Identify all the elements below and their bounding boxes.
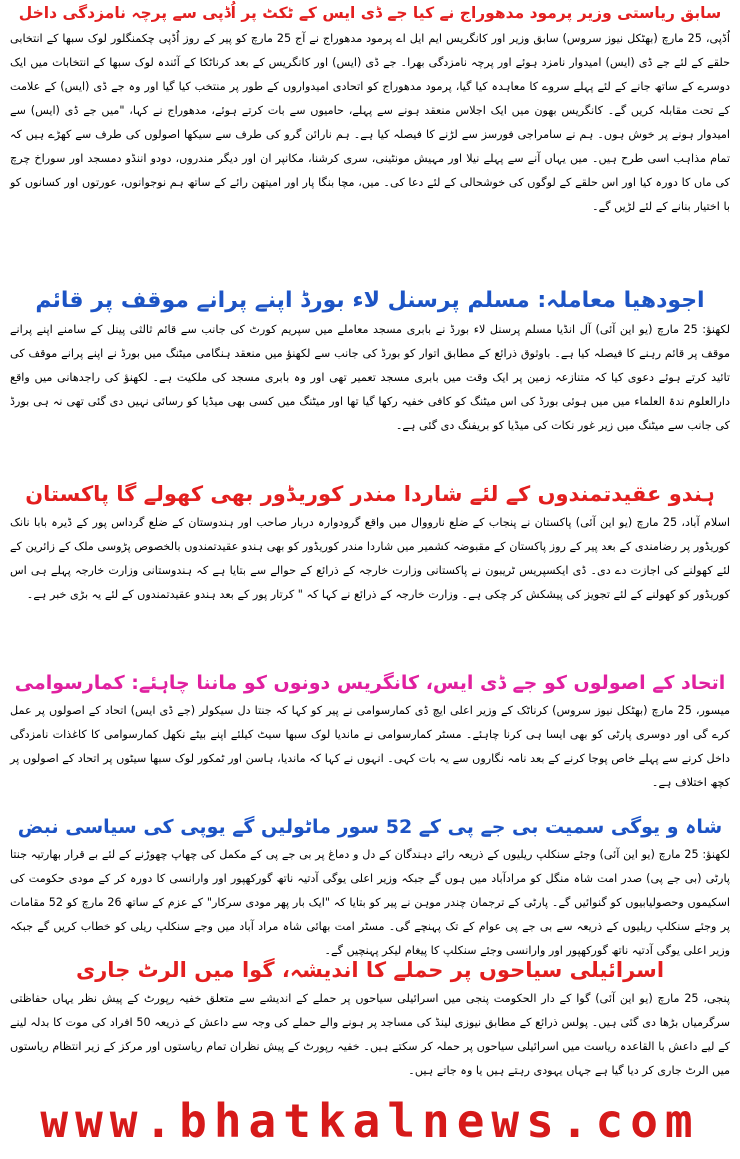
story-udupi-nomination: [10, 4, 730, 219]
story-headline: سابق ریاستی وزیر پرمود مدھوراج نے کیا جے ڈی ایس کے ٹکٹ پر اُڈپی سے پرچہ نامزدگی داخل: [18, 4, 722, 22]
story-body: لکھنؤ: 25 مارچ (یو این آئی) وجئے سنکلپ ریلیوں کے ذریعہ رائے دہندگان کے دل و دماغ پر بی جے پی کے مکمل کی چھاپ چھوڑنے کے لئے بے قرار بھارتیہ جنتا پارٹی (بی جے پی) صدر امت شاہ منگل کو مرادآباد میں ہوں گے جبکہ وزیر اعلی یوگی آدتیہ ناتھ گورکھپور اور وارانسی کا دورہ کر کے مودی حکومت کی اسکیموں وحصولیابیوں کو گنوائیں گے۔ پارٹی کے ترجمان چندر موہن نے پیر کو بتایا کہ "ایک بار پھر مودی سرکار" کے عزم کے ساتھ 26 مارچ کو 52 مقامات پر وجئے سنکلپ ریلیوں کے ذریعہ سے بی جے پی عوام کے تک پہنچے گی۔ مسٹر امت بھائی شاہ مراد آباد میں وجے سنکلپ ریلی کو خطاب کریں گے جبکہ وزیر اعلی یوگی آدتیہ ناتھ گورکھپور اور وارانسی وجئے سنکلپ کا پیغام لیکر پہنچیں گے۔: [10, 847, 730, 957]
story-body: لکھنؤ: 25 مارچ (یو این آئی) آل انڈیا مسلم پرسنل لاء بورڈ نے بابری مسجد معاملے میں سپریم کورٹ کی جانب سے قائم ثالثی پینل کے سامنے اپنے پرانے موقف پر قائم رہنے کا فیصلہ کیا ہے۔ باوثوق ذرائع کے مطابق اتوار کو بورڈ کی جانب سے لکھنؤ میں منعقد ہنگامی میٹنگ میں بورڈ نے اپنے پرانے موقف کی تائید کرتے ہوئے دعوی کیا کہ متنازعہ زمین پر ایک وقت میں بابری مسجد تعمیر تھی اور وہ بابری مسجد کی ملکیت ہے۔ لکھنؤ کی راجدھانی میں واقع دارالعلوم ندۃ العلماء میں میں ہوئی بورڈ کی اس میٹنگ کو کافی خفیہ رکھا گیا تھا اور میٹنگ میں کسی بھی میڈیا کو رسائی نہیں دی گئی تھی نہ ہی بورڈ کی جانب سے میٹنگ میں زیر غور نکات کی میڈیا کو بریفنگ دی گئی ہے۔: [10, 323, 730, 433]
story-bjp-rallies: [10, 816, 730, 963]
story-body: پنجی، 25 مارچ (یو این آئی) گوا کے دار الحکومت پنجی میں اسرائیلی سیاحوں پر حملے کے اندیشے سے متعلق خفیہ رپورٹ کے پیش نظر یہاں حفاظتی سرگرمیاں بڑھا دی گئی ہیں۔ پولس ذرائع کے مطابق نیوزی لینڈ کی مساجد پر ہونے والے حملے کی وجہ سے داعش کے ذریعہ 50 افراد کی موت کا بدلہ لینے کے لیے داعش با القاعدہ ریاست میں اسرائیلی سیاحوں پر حملہ کر سکتے ہیں۔ خفیہ رپورٹ کے پیش نظران تمام ریاستوں اور مرکز کے زیر انتظام ریاستوں میں الرٹ جاری کر دیا گیا ہے جہاں یہودی رہتے ہیں یا وہ جاتے ہیں۔: [10, 992, 731, 1078]
story-sharda-corridor: [10, 482, 730, 607]
story-goa-alert: [10, 958, 730, 1083]
story-headline: اجودھیا معاملہ: مسلم پرسنل لاء بورڈ اپنے پرانے موقف پر قائم: [35, 288, 705, 313]
story-body: اسلام آباد، 25 مارچ (یو این آئی) پاکستان نے پنجاب کے ضلع نارووال میں واقع گرودوارہ دربار صاحب اور ہندوستان کے ضلع گرداس پور کے ڈیرہ بابا نانک کوریڈور پر رضامندی کے بعد پیر کے روز پاکستان کے مقبوضہ کشمیر میں شاردا مندر کوریڈور کو بھی ہندو عقیدتمندوں بالخصوص پڑوسی ملک کے زائرین کے لئے کھولنے کی اجازت دے دی۔ ڈی ایکسپریس ٹریبون نے پاکستانی وزارت خارجہ کے ذرائع کے حوالے سے بتایا ہے کہ ہندوستانی وزارت خارجہ پہلے ہی اس کوریڈور کو کھولنے کے لئے تجویز کی پیشکش کر چکی ہے۔ وزارت خارجہ کے ذرائع نے کہا کہ " کرتار پور کے بعد ہندو عقیدتمندوں کے لئے یہ بڑی خبر ہے۔: [10, 516, 731, 602]
story-headline: اسرائیلی سیاحوں پر حملے کا اندیشہ، گوا میں الرٹ جاری: [75, 958, 665, 982]
story-headline: ہندو عقیدتمندوں کے لئے شاردا مندر کوریڈور بھی کھولے گا پاکستان: [25, 482, 715, 506]
story-headline: اتحاد کے اصولوں کو جے ڈی ایس، کانگریس دونوں کو ماننا چاہئے: کمارسوامی: [14, 672, 726, 694]
story-ayodhya: [10, 288, 730, 438]
story-kumaraswamy: [10, 672, 730, 795]
story-body: میسور، 25 مارچ (بھٹکل نیوز سروس) کرناٹک کے وزیر اعلی ایچ ڈی کمارسوامی نے پیر کو کہا کہ جنتا دل سیکولر (جے ڈی ایس) اتحاد کے اصولوں پر عمل کرے گی اور دوسری پارٹی کو بھی ایسا ہی کرنا چاہئے۔ مسٹر کمارسوامی نے ماندیا لوک سبھا سیٹ کیلئے اپنے بیٹے نکھل کمارسوامی کا کاغذات نامزدگی داخل کرنے سے پہلے خاص پوجا کرنے کے بعد نامہ نگاروں سے یہ بات کہی۔ انہوں نے کہا کہ ماندیا، ہاسن اور ٹمکور لوک سبھا سیٹوں پر اتحاد کے اصولوں پر کچھ اختلاف ہے۔: [10, 703, 731, 789]
site-url-banner: www.bhatkalnews.com: [40, 1094, 700, 1148]
story-body: اُڈپی، 25 مارچ (بھٹکل نیوز سروس) سابق وزیر اور کانگریس ایم ایل اے پرمود مدھوراج نے آج 25 مارچ کو پیر کے روز اُڈپی چکمنگلور لوک سبھا کے انتخابی حلقے کے لئے جے ڈی (ایس) امیدوار نامزد ہوئے اور پرچہ نامزدگی بھرا۔ جے ڈی (ایس) اور کانگریس کے بعد کرناٹکا کے آئندہ لوک سبھا کے انتخابات میں ایک دوسرے کے ساتھ جانے کے لئے پہلے سروے کا معاہدہ کیا گیا، پرمود مدھوراج کو اتحادی امیدواروں کے طور پر منتخب کیا گیا اور وہ جے ڈی (ایس) کے علامت کے تحت مقابلہ کریں گے۔ کانگریس بھون میں ایک اجلاس منعقد ہونے سے پہلے، حامیوں سے بات کرتے ہوئے، مدھوراج نے کہا، "میں جے ڈی (ایس) سے امیدوار ہونے پر خوش ہوں۔ ہم نے سامراجی فورسز سے لڑنے کا فیصلہ کیا ہے۔ ہم نارائن گرو کی طرف سے سیکھا اصولوں کی طرف سے کھڑے ہیں کہ تمام مذاہب اسی طرح ہیں۔ میں یہاں آنے سے پہلے نیلا اور مہیش مونٹینی، سری کرشنا، مکانپر ان اور دیگر مندروں، دودو اننڈو دمسجد اور سوراخ چرچ کی ماں کا دورہ کیا اور اس حلقے کے لوگوں کی خوشحالی کے لئے دعا کی۔ میں، مچا بنگا پار اور امیتھن رائے کے ساتھ ہم نوجوانوں، عورتوں اور کسانوں کو با اختیار بنانے کے لئے لڑیں گے۔: [10, 31, 730, 213]
story-headline: شاہ و یوگی سمیت بی جے پی کے 52 سور ماٹولیں گے یوپی کی سیاسی نبض: [17, 816, 723, 838]
